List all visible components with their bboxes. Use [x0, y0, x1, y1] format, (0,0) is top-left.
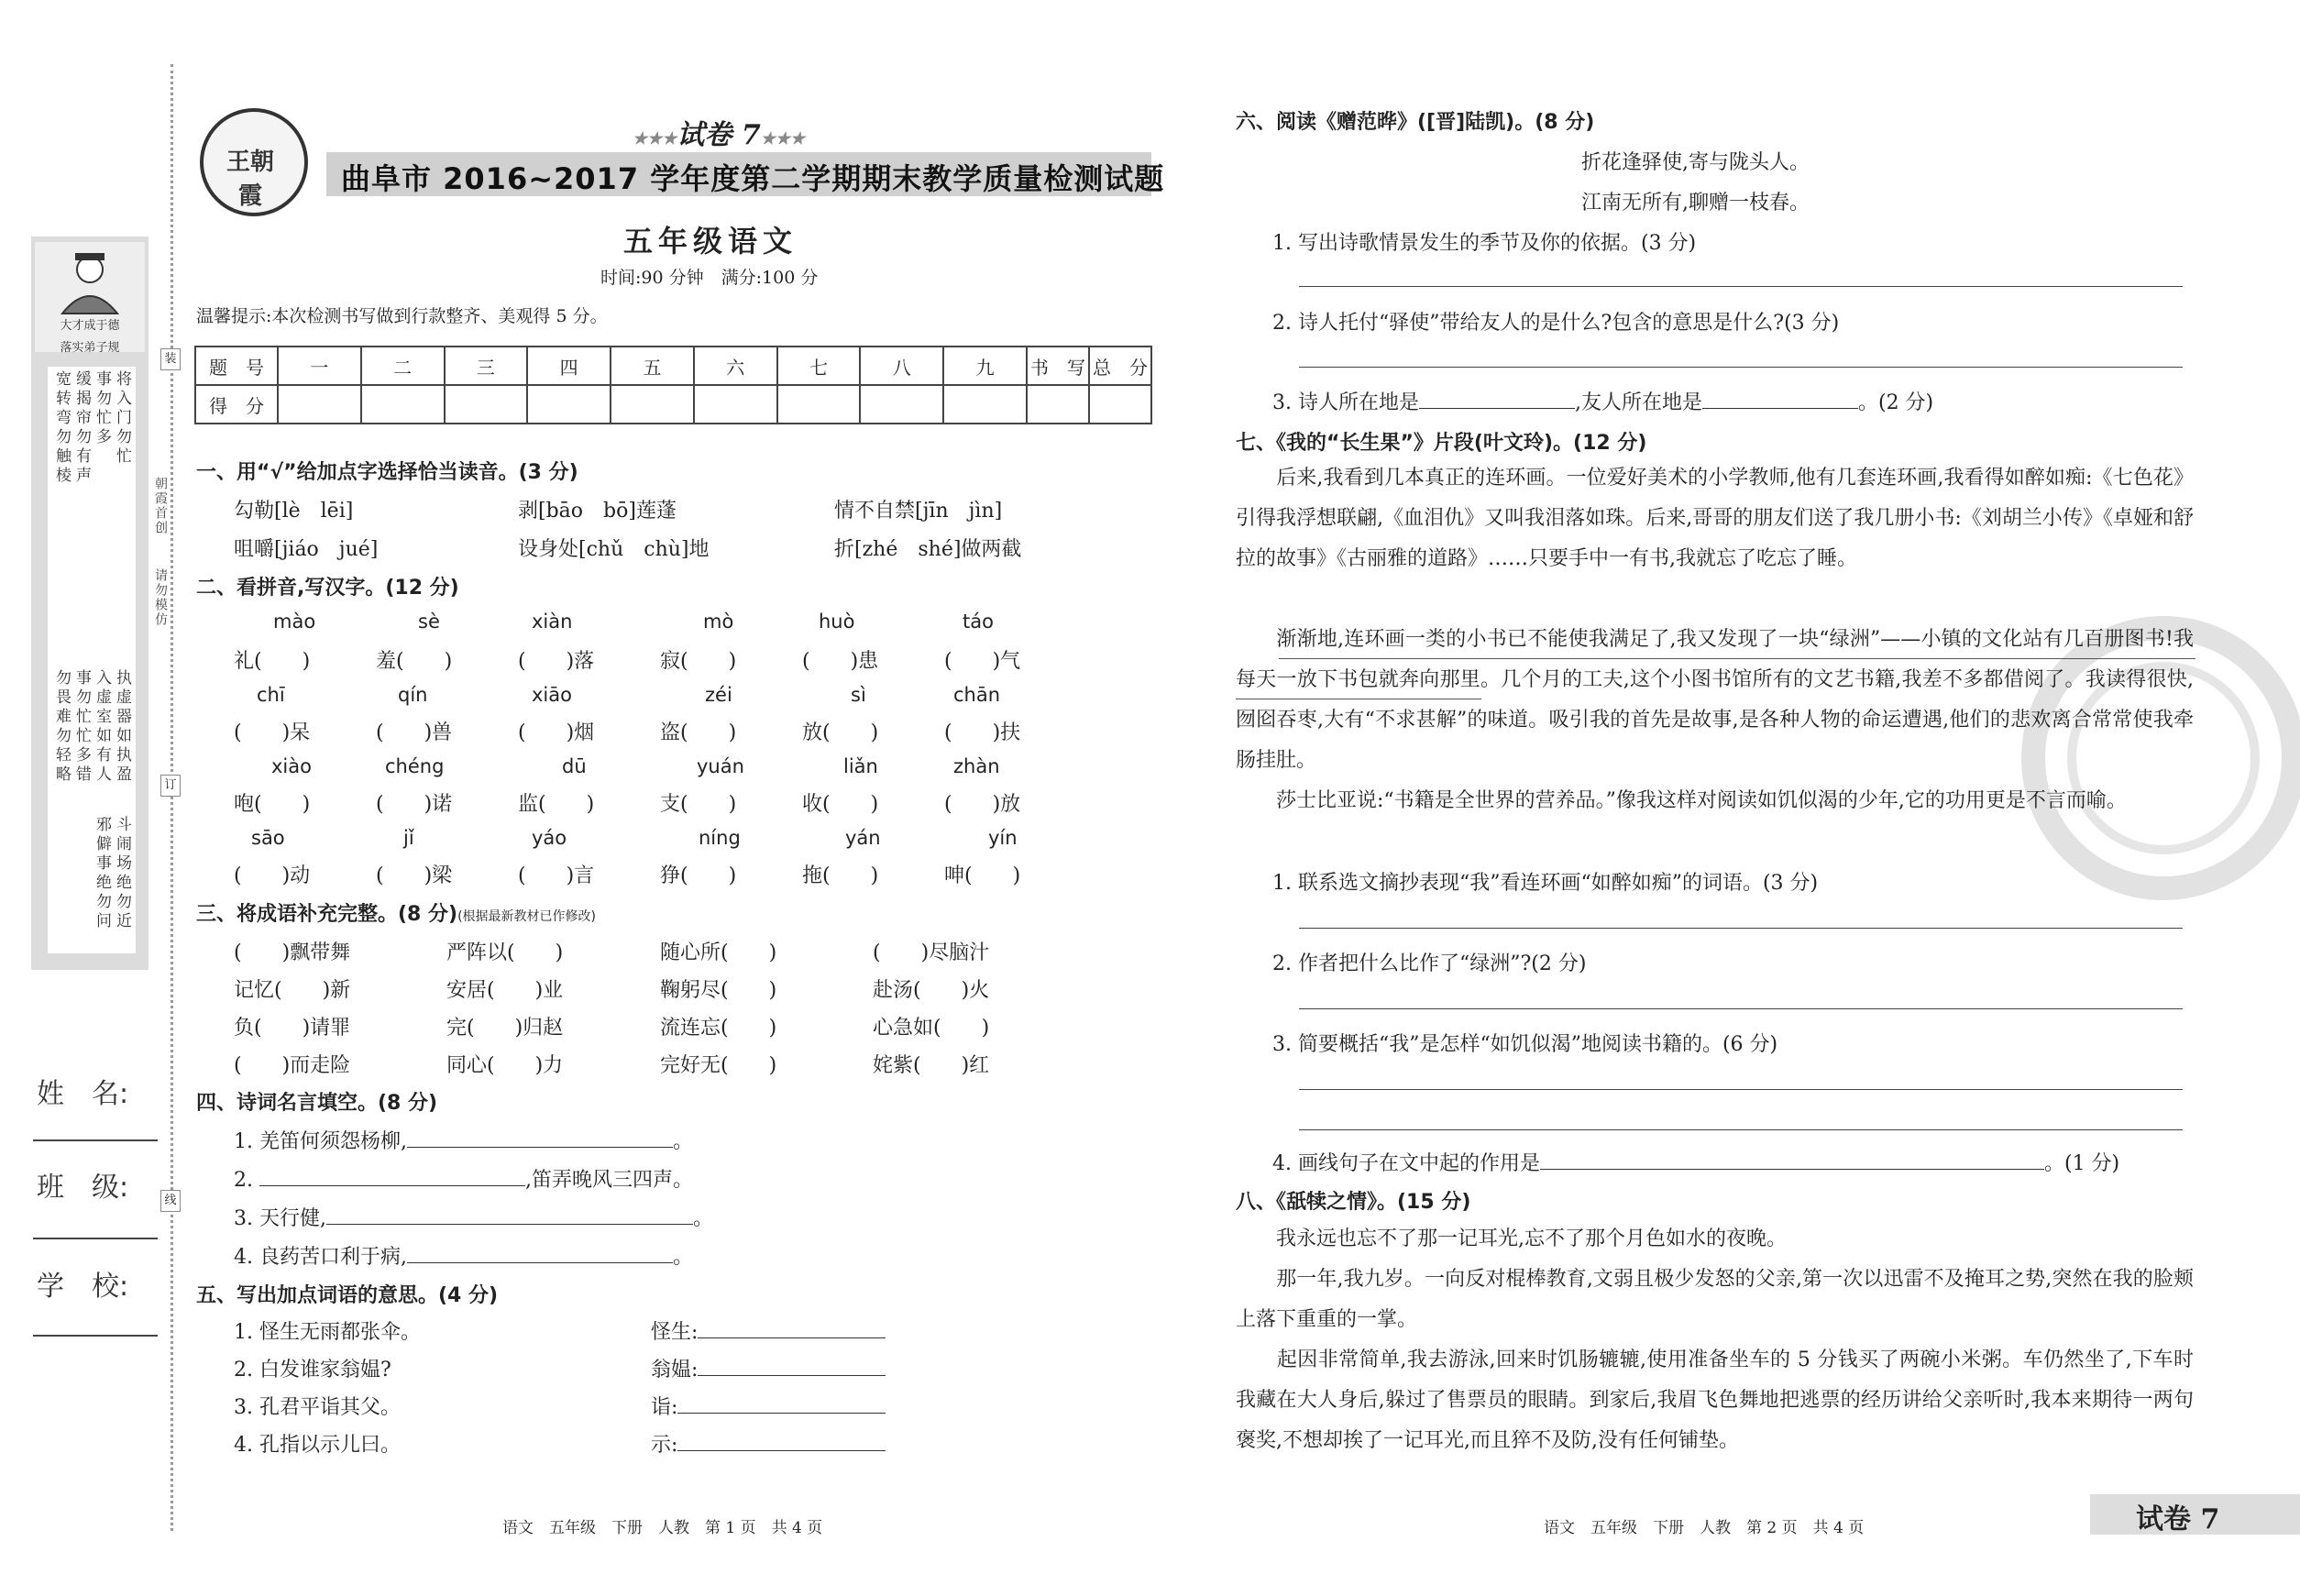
q2-blank[interactable]: 礼( ): [234, 650, 311, 673]
table-cell: 题 号: [195, 347, 278, 385]
score-cell[interactable]: [777, 385, 861, 424]
q5-title: 五、写出加点词语的意思。(4 分): [196, 1284, 499, 1307]
exam-title: 曲阜市 2016~2017 学年度第二学期期末教学质量检测试题: [341, 161, 1165, 196]
q2-blank[interactable]: 收( ): [802, 793, 879, 816]
q3-blank[interactable]: 完好无( ): [660, 1054, 777, 1077]
q4-after: 。: [692, 1207, 713, 1230]
tip-line: 温馨提示:本次检测书写做到行款整齐、美观得 5 分。: [196, 306, 608, 326]
q6-question: 1. 写出诗歌情景发生的季节及你的依据。(3 分): [1272, 232, 1697, 255]
footer-right: 语文 五年级 下册 人教 第 2 页 共 4 页: [1544, 1519, 1865, 1537]
q2-blank[interactable]: ( )言: [518, 864, 595, 887]
q3-blank[interactable]: ( )飘带舞: [234, 941, 351, 964]
q5-answer-blank[interactable]: [677, 1396, 886, 1414]
q3-blank[interactable]: 姹紫( )红: [873, 1054, 990, 1077]
class-label: 班 级:: [37, 1172, 129, 1204]
q4-after: ,笛弄晚风三四声。: [524, 1169, 693, 1192]
q4-item: [234, 1203, 713, 1231]
q5-item: 2. 白发谁家翁媪?: [234, 1359, 391, 1381]
q2-blank[interactable]: ( )梁: [376, 864, 453, 887]
score-cell[interactable]: [361, 385, 445, 424]
pinyin: xiào: [271, 755, 312, 777]
q2-blank[interactable]: 拖( ): [802, 864, 879, 887]
q3-blank[interactable]: 随心所( ): [660, 941, 777, 964]
score-table-header-row: [195, 347, 1151, 385]
q2-blank[interactable]: 监( ): [518, 793, 595, 816]
pinyin: chān: [953, 684, 1001, 706]
answer-line[interactable]: [1299, 1089, 2183, 1090]
motto-col: 勿畏难勿轻略: [52, 669, 71, 785]
q4-before: 良药苦口利于病,: [259, 1246, 407, 1269]
q3-blank[interactable]: 流连忘( ): [660, 1017, 777, 1040]
paper-tag: ★★★试卷 7★★★: [633, 119, 806, 151]
subject-title: 五年级语文: [623, 224, 798, 259]
pinyin: dū: [562, 755, 587, 777]
q7-paragraph-underlined: 渐渐地,连环画一类的小书已不能使我满足了,我又发现了一块“绿洲”——小镇的文化站有几百册图书!我每天一放下书包就奔向那里。几个月的工夫,这个小图书馆所有的文艺书籍,我差不多都借阅了。我读得很快,囫囵吞枣,大有“不求甚解”的味道。吸引我的首先是故事,是各种人物的命运遭遇,他们的悲欢离合常常使我牵肠挂肚。: [1236, 628, 2194, 772]
answer-line[interactable]: [1299, 1008, 2183, 1009]
q2-blank[interactable]: ( )诺: [376, 793, 453, 816]
q4-after: 。: [672, 1246, 693, 1269]
q3-blank[interactable]: 负( )请罪: [234, 1017, 351, 1040]
q5-term-label: 示:: [651, 1434, 678, 1457]
motto-columns: [48, 367, 136, 953]
q2-blank[interactable]: 羞( ): [376, 650, 453, 673]
score-cell[interactable]: [860, 385, 943, 424]
q2-blank[interactable]: ( )动: [234, 864, 311, 887]
q5-term-label: 怪生:: [651, 1321, 699, 1344]
q3-blank[interactable]: 记忆( )新: [234, 979, 351, 1002]
q4-item: [234, 1126, 693, 1154]
q6-title: 六、阅读《赠范晔》([晋]陆凯)。(8 分): [1236, 111, 1595, 134]
q4-item: [234, 1241, 693, 1270]
score-cell[interactable]: [278, 385, 361, 424]
q1-item[interactable]: 折[zhé shé]做两截: [834, 538, 1022, 561]
motto-col: 斗闹场绝勿近: [113, 816, 131, 931]
pinyin: jǐ: [403, 827, 414, 849]
score-table-score-row: [195, 385, 1151, 424]
q2-blank[interactable]: ( )呆: [234, 721, 311, 744]
poem-line: 折花逢驿使,寄与陇头人。: [1581, 151, 1810, 174]
q3-blank[interactable]: 心急如( ): [873, 1017, 990, 1040]
q2-blank[interactable]: ( )落: [518, 650, 595, 673]
table-cell: 书 写: [1027, 347, 1089, 385]
seal-char: 订: [160, 775, 181, 797]
q4-num: 4.: [234, 1246, 259, 1269]
score-cell[interactable]: [445, 385, 528, 424]
q4-before: 天行健,: [259, 1207, 326, 1230]
q7-item4-b: 。(1 分): [2043, 1152, 2120, 1175]
pinyin: sè: [418, 611, 440, 633]
q4-num: 1.: [234, 1130, 259, 1153]
q5-term: [651, 1429, 886, 1458]
q1-title: 一、用“√”给加点字选择恰当读音。(3 分): [196, 461, 578, 484]
q3-blank[interactable]: 同心( )力: [446, 1054, 564, 1077]
table-cell: 得 分: [195, 385, 278, 424]
pinyin: xiāo: [532, 684, 572, 706]
q2-title: 二、看拼音,写汉字。(12 分): [196, 577, 459, 600]
q3-blank[interactable]: 鞠躬尽( ): [660, 979, 777, 1002]
q4-answer-blank[interactable]: [407, 1130, 673, 1148]
paper-tag-text: 试卷 7: [677, 119, 761, 151]
q2-blank[interactable]: 支( ): [660, 793, 737, 816]
q5-answer-blank[interactable]: [698, 1359, 886, 1376]
q8-title: 八、《舐犊之情》。(15 分): [1236, 1191, 1471, 1214]
underline-mark: [1279, 658, 2195, 659]
q2-blank[interactable]: 咆( ): [234, 793, 311, 816]
time-score-line: 时间:90 分钟 满分:100 分: [600, 268, 819, 288]
table-cell: 九: [943, 347, 1027, 385]
pinyin: qín: [398, 684, 428, 706]
score-cell[interactable]: [694, 385, 777, 424]
q5-item: 3. 孔君平诣其父。: [234, 1396, 401, 1419]
q1-item[interactable]: 设身处[chǔ chù]地: [518, 538, 710, 561]
table-cell: 八: [860, 347, 943, 385]
q3-title: [196, 898, 596, 927]
answer-line[interactable]: [1299, 1129, 2183, 1130]
name-field[interactable]: [33, 1139, 158, 1141]
q5-term: [651, 1392, 886, 1420]
side-text-2: 请勿模仿: [153, 568, 168, 627]
q2-blank[interactable]: ( )兽: [376, 721, 453, 744]
q8-paragraph: 我永远也忘不了那一记耳光,忘不了那个月色如水的夜晚。: [1236, 1227, 1787, 1250]
q4-item: [234, 1164, 693, 1193]
answer-line[interactable]: [1299, 928, 2183, 929]
table-cell: 六: [694, 347, 777, 385]
q6-question: 2. 诗人托付“驿使”带给友人的是什么?包含的意思是什么?(3 分): [1272, 312, 1840, 335]
q5-answer-blank[interactable]: [698, 1321, 886, 1338]
seal-char: 装: [160, 348, 181, 370]
motto-col: 缓揭帘勿有声: [72, 370, 91, 486]
q1-item[interactable]: 情不自禁[jīn jìn]: [834, 500, 1003, 523]
q7-item4-blank[interactable]: [1540, 1152, 2044, 1170]
pinyin: yán: [845, 827, 881, 849]
q7-question-4: [1272, 1148, 2119, 1176]
answer-line[interactable]: [1299, 286, 2183, 287]
table-cell: 四: [527, 347, 611, 385]
q7-item4-a: 4. 画线句子在文中起的作用是: [1272, 1152, 1540, 1175]
q4-answer-blank[interactable]: [407, 1246, 673, 1263]
q3-blank[interactable]: 安居( )业: [446, 979, 564, 1002]
q5-item: 4. 孔指以示儿曰。: [234, 1434, 401, 1457]
motto-col: 邪僻事绝勿问: [93, 816, 111, 931]
q2-blank[interactable]: 盗( ): [660, 721, 737, 744]
table-cell: 七: [777, 347, 861, 385]
pinyin: liǎn: [843, 755, 878, 777]
motto-col: 执虚器如执盈: [113, 669, 131, 785]
score-cell[interactable]: [611, 385, 694, 424]
q2-blank[interactable]: 放( ): [802, 721, 879, 744]
q2-blank[interactable]: 呻( ): [944, 864, 1021, 887]
q6-question-3: [1272, 387, 1933, 415]
pinyin: sì: [851, 684, 866, 706]
pinyin: zhàn: [953, 755, 1000, 777]
q1-item[interactable]: 咀嚼[jiáo jué]: [234, 538, 379, 561]
q2-blank[interactable]: 狰( ): [660, 864, 737, 887]
table-cell: 总 分: [1089, 347, 1151, 385]
q2-blank[interactable]: ( )扶: [944, 721, 1021, 744]
pinyin: chī: [257, 684, 285, 706]
q3-blank[interactable]: 完( )归赵: [446, 1017, 564, 1040]
q1-item[interactable]: 勾勒[lè lēi]: [234, 500, 354, 523]
q3-blank[interactable]: 赴汤( )火: [873, 979, 990, 1002]
motto-col: 将入门勿忙: [113, 370, 131, 467]
side-text-1: 朝霞首创: [153, 477, 168, 535]
school-label: 学 校:: [37, 1271, 129, 1303]
pinyin: huò: [819, 611, 855, 633]
q3-blank[interactable]: ( )尽脑汁: [873, 941, 990, 964]
table-cell: 三: [445, 347, 528, 385]
scholar-figure-image: [35, 242, 145, 352]
q5-term: [651, 1316, 886, 1345]
q4-answer-blank[interactable]: [259, 1169, 525, 1186]
q6-item3-b: ,友人所在地是: [1574, 391, 1702, 414]
pinyin: níng: [699, 827, 741, 849]
table-cell: 一: [278, 347, 361, 385]
q4-before: 羌笛何须怨杨柳,: [259, 1130, 407, 1153]
q7-question: 2. 作者把什么比作了“绿洲”?(2 分): [1272, 952, 1587, 975]
pinyin: chéng: [385, 755, 445, 777]
q4-num: 3.: [234, 1207, 259, 1230]
q5-item: 1. 怪生无雨都张伞。: [234, 1321, 421, 1344]
motto-caption-2: 落实弟子规: [60, 341, 120, 355]
pinyin: mào: [273, 611, 316, 633]
pinyin: mò: [703, 611, 734, 633]
score-cell[interactable]: [527, 385, 611, 424]
q4-after: 。: [672, 1130, 693, 1153]
q5-answer-blank[interactable]: [677, 1434, 886, 1451]
pinyin: yáo: [532, 827, 567, 849]
school-field[interactable]: [33, 1335, 158, 1337]
class-field[interactable]: [33, 1238, 158, 1239]
footer-left: 语文 五年级 下册 人教 第 1 页 共 4 页: [502, 1519, 823, 1537]
q4-answer-blank[interactable]: [326, 1207, 693, 1225]
score-cell[interactable]: [943, 385, 1027, 424]
q7-paragraph: 莎士比亚说:“书籍是全世界的营养品。”像我这样对阅读如饥似渴的少年,它的功用更是不言而喻。: [1236, 789, 2127, 812]
friend-location-blank[interactable]: [1702, 391, 1858, 409]
q8-paragraph: 起因非常简单,我去游泳,回来时饥肠辘辘,使用准备坐车的 5 分钱买了两碗小米粥。车仍然坐了,下车时我藏在大人身后,躲过了售票员的眼睛。到家后,我眉飞色舞地把逃票的经历讲给父亲听时,我本来期待一两句褒奖,不想却挨了一记耳光,而且猝不及防,没有任何铺垫。: [1236, 1348, 2194, 1452]
seal-char: 线: [160, 1190, 181, 1212]
q7-title: 七、《我的“长生果”》片段(叶文玲)。(12 分): [1236, 432, 1647, 455]
score-table: [194, 346, 1152, 424]
q4-title: 四、诗词名言填空。(8 分): [196, 1092, 438, 1115]
q3-blank[interactable]: ( )而走险: [234, 1054, 351, 1077]
binding-dotted-line: [171, 64, 173, 1531]
motto-col: 入虚室如有人: [93, 669, 111, 785]
pinyin: zéi: [705, 684, 732, 706]
q2-blank[interactable]: 寂( ): [660, 650, 737, 673]
q6-item3-c: 。(2 分): [1857, 391, 1934, 414]
q7-paragraph: 后来,我看到几本真正的连环画。一位爱好美术的小学教师,他有几套连环画,我看得如醉如痴:《七色花》引得我浮想联翩,《血泪仇》又叫我泪落如珠。后来,哥哥的朋友们送了我几册小书:《刘胡兰小传》《卓娅和舒拉的故事》《古丽雅的道路》……只要手中一有书,我就忘了吃忘了睡。: [1236, 467, 2194, 570]
logo-text: 王朝霞: [226, 149, 274, 210]
q2-blank[interactable]: ( )烟: [518, 721, 595, 744]
poet-location-blank[interactable]: [1419, 391, 1575, 409]
q3-blank[interactable]: 严阵以( ): [446, 941, 564, 964]
motto-col: 宽转弯勿触棱: [52, 370, 71, 486]
q4-num: 2.: [234, 1169, 259, 1192]
name-label: 姓 名:: [37, 1078, 129, 1110]
table-cell: 五: [611, 347, 694, 385]
pinyin: xiàn: [532, 611, 573, 633]
q8-paragraph: 那一年,我九岁。一向反对棍棒教育,文弱且极少发怒的父亲,第一次以迅雷不及掩耳之势,突然在我的脸颊上落下重重的一掌。: [1236, 1268, 2194, 1331]
motto-col: 事勿忙忙多错: [72, 669, 91, 785]
score-cell[interactable]: [1089, 385, 1151, 424]
q5-term-label: 翁媪:: [651, 1359, 699, 1381]
q3-note: (根据最新教材已作修改): [457, 909, 597, 924]
motto-col: 事勿忙多: [93, 370, 111, 447]
pinyin: yín: [988, 827, 1018, 849]
table-cell: 二: [361, 347, 445, 385]
pinyin: sāo: [251, 827, 285, 849]
q5-term: [651, 1354, 886, 1382]
q1-item[interactable]: 剥[bāo bō]莲蓬: [518, 500, 677, 523]
q5-term-label: 诣:: [651, 1396, 678, 1419]
corner-paper-tag: 试卷 7: [2136, 1503, 2220, 1535]
q7-question: 1. 联系选文摘抄表现“我”看连环画“如醉如痴”的词语。(3 分): [1272, 872, 1819, 895]
q2-blank[interactable]: ( )气: [944, 650, 1021, 673]
answer-line[interactable]: [1299, 367, 2183, 368]
poem-line: 江南无所有,聊赠一枝春。: [1581, 192, 1810, 215]
q6-item3-a: 3. 诗人所在地是: [1272, 391, 1419, 414]
pinyin: táo: [963, 611, 994, 633]
q2-blank[interactable]: ( )患: [802, 650, 879, 673]
q7-question: 3. 简要概括“我”是怎样“如饥似渴”地阅读书籍的。(6 分): [1272, 1033, 1778, 1056]
pinyin: yuán: [697, 755, 744, 777]
motto-caption-1: 大才成于德: [60, 319, 120, 333]
q3-title-text: 三、将成语补充完整。(8 分): [196, 903, 458, 926]
q2-blank[interactable]: ( )放: [944, 793, 1021, 816]
score-cell[interactable]: [1027, 385, 1089, 424]
